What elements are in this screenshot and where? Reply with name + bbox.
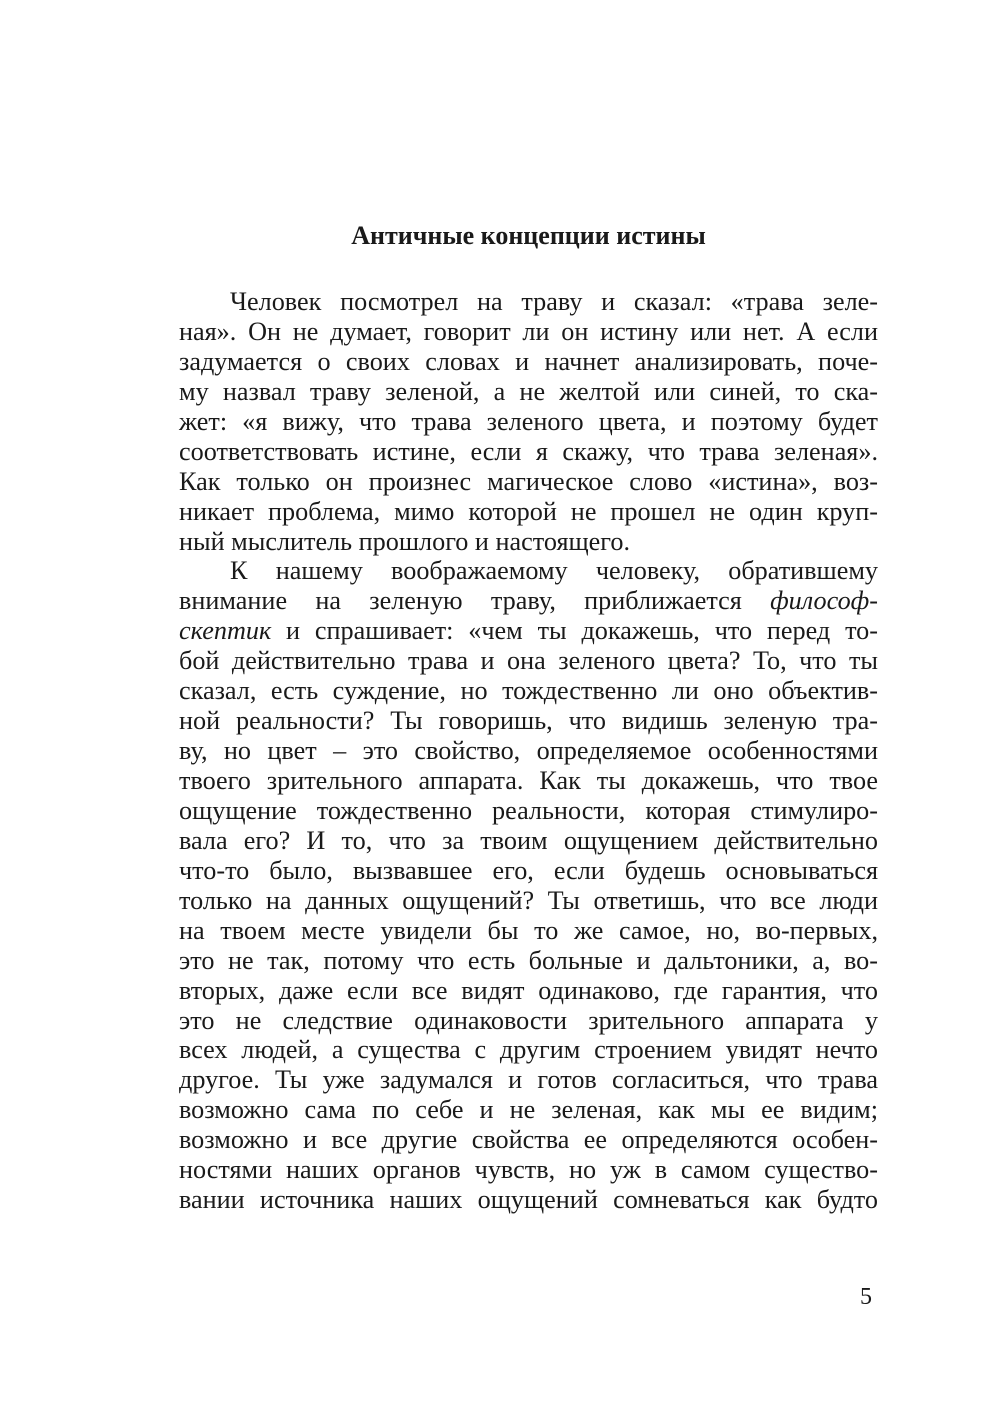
chapter-title: Античные концепции истины [351,221,706,250]
text-line: никает проблема, мимо которой не прошел не один круп- [179,496,878,526]
emphasis-term: философ- [770,586,878,616]
text-line: соответствовать истине, если я скажу, что трава зеленая». [179,436,878,466]
text-line: возможно и все другие свойства ее определяются особен- [179,1125,878,1155]
text-line: это не следствие одинаковости зрительного аппарата у [179,1005,878,1035]
text-line: К нашему воображаемому человеку, обратившему [230,556,878,586]
text-line: вании источника наших ощущений сомневаться как будто [179,1185,878,1215]
text-line: Как только он произнес магическое слово «истина», воз- [179,466,878,496]
body-text [179,287,878,1215]
text-line: возможно сама по себе и не зеленая, как мы ее видим; [179,1095,878,1125]
text-line: сказал, есть суждение, но тождественно ли оно объектив- [179,676,878,706]
text-line: ву, но цвет – это свойство, определяемое особенностями [179,736,878,766]
text-line: что-то было, вызвавшее его, если будешь основываться [179,855,878,885]
text-line: ный мыслитель прошлого и настоящего. [179,526,631,556]
text-run: и спрашивает: «чем ты докажешь, что перед то- [271,616,878,646]
text-line: ощущение тождественно реальности, которая стимулиро- [179,795,878,825]
text-line: ностями наших органов чувств, но уж в самом существо- [179,1155,878,1185]
text-line [179,586,878,616]
emphasis-term: скептик [179,616,272,646]
text-line: другое. Ты уже задумался и готов согласиться, что трава [179,1065,878,1095]
text-line: задумается о своих словах и начнет анализировать, поче- [179,346,878,376]
text-line [179,616,878,646]
text-line: твоего зрительного аппарата. Как ты докажешь, что твое [179,766,878,795]
text-line: му назвал траву зеленой, а не желтой или синей, то ска- [179,376,878,406]
page-number: 5 [860,1284,872,1310]
text-line: всех людей, а существа с другим строением увидят нечто [179,1035,878,1065]
text-line: бой действительно трава и она зеленого цвета? То, что ты [179,646,878,676]
text-line: вторых, даже если все видят одинаково, где гарантия, что [179,975,878,1005]
text-line: только на данных ощущений? Ты ответишь, что все люди [179,885,878,915]
text-line: Человек посмотрел на траву и сказал: «трава зеле- [230,287,878,316]
text-line: ной реальности? Ты говоришь, что видишь зеленую тра- [179,706,878,736]
text-line: ная». Он не думает, говорит ли он истину или нет. А если [179,316,878,346]
text-line: это не так, потому что есть больные и дальтоники, а, во- [179,945,878,975]
text-line: жет: «я вижу, что трава зеленого цвета, и поэтому будет [179,406,878,436]
text-line: на твоем месте увидели бы то же самое, но, во-первых, [179,915,878,945]
text-run: внимание на зеленую траву, приближается [179,586,771,616]
text-line: вала его? И то, что за твоим ощущением действительно [179,825,878,855]
